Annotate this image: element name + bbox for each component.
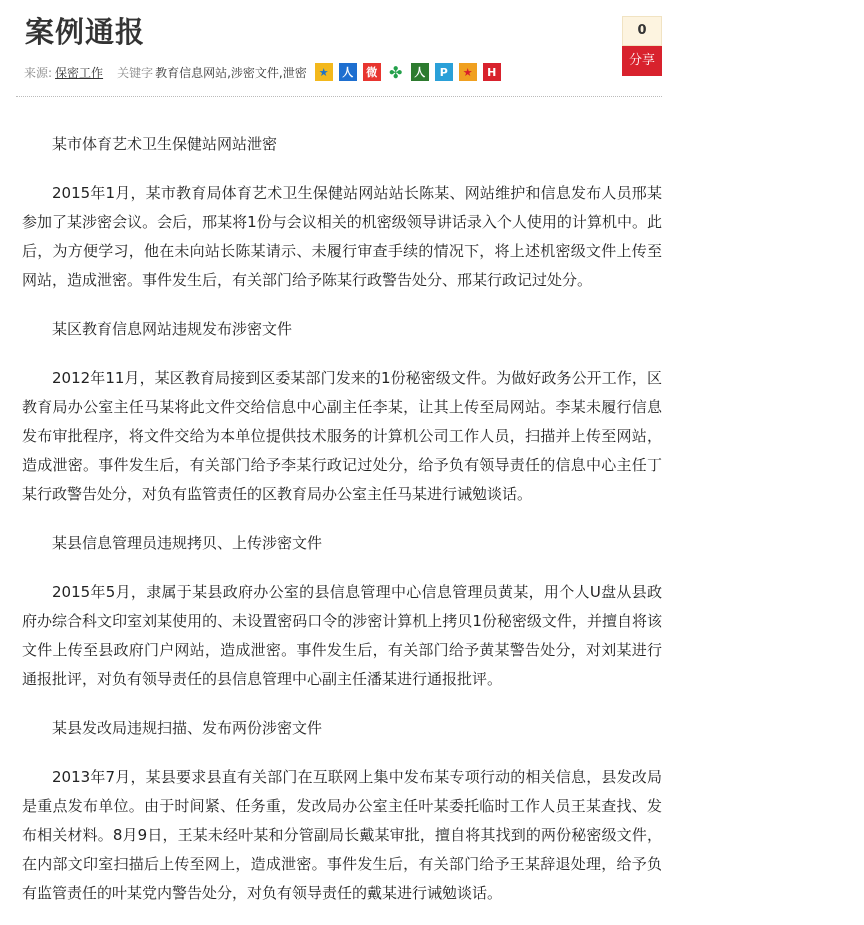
case-paragraph: 2015年1月，某市教育局体育艺术卫生保健站网站站长陈某、网站维护和信息发布人员邢某参加了某涉密会议。会后，邢某将1份与会议相关的机密级领导讲话录入个人使用的计算机中。此后，为方便学习，他在未向站长陈某请示、未履行审查手续的情况下，将上述机密级文件上传至网站，造成泄密。事件发生后，有关部门给予陈某行政警告处分、邢某行政记过处分。 [22, 184, 662, 289]
people-icon[interactable]: 人 [339, 63, 357, 81]
share-count: 0 [622, 16, 662, 46]
case-paragraph: 2013年7月，某县要求县直有关部门在互联网上集中发布某专项行动的相关信息，县发改局是重点发布单位。由于时间紧、任务重，发改局办公室主任叶某委托临时工作人员王某查找、发布相关材料。8月9日，王某未经叶某和分管副局长戴某审批，擅自将其找到的两份秘密级文件，在内部文印室扫描后上传至网上，造成泄密。事件发生后，有关部门给予王某辞退处理，给予负有监管责任的叶某党内警告处分，对负有领导责任的戴某进行诫勉谈话。 [22, 768, 662, 902]
case-heading: 某县信息管理员违规拷贝、上传涉密文件 [52, 534, 323, 552]
case-heading: 某区教育信息网站违规发布涉密文件 [52, 320, 293, 338]
article-body [22, 130, 662, 925]
source-label: 来源: [24, 65, 53, 80]
case-heading: 某市体育艺术卫生保健站网站泄密 [52, 135, 278, 153]
renren-icon[interactable]: 人 [411, 63, 429, 81]
page-title: 案例通报 [25, 15, 146, 49]
case-paragraph: 2015年5月，隶属于某县政府办公室的县信息管理中心信息管理员黄某，用个人U盘从县政府办综合科文印室刘某使用的、未设置密码口令的涉密计算机上拷贝1份秘密级文件，并擅自将该文件上传至县政府门户网站，造成泄密。事件发生后，有关部门给予黄某警告处分，对刘某进行通报批评，对负有领导责任的县信息管理中心副主任潘某进行通报批评。 [22, 583, 662, 688]
share-widget [622, 16, 662, 76]
favorite-icon[interactable]: ★ [459, 63, 477, 81]
article-header [16, 0, 662, 97]
case-paragraph: 2012年11月，某区教育局接到区委某部门发来的1份秘密级文件。为做好政务公开工作，区教育局办公室主任马某将此文件交给信息中心副主任李某，让其上传至局网站。李某未履行信息发布审批程序，将文件交给为本单位提供技术服务的计算机公司工作人员，扫描并上传至网站，造成泄密。事件发生后，有关部门给予李某行政记过处分，给予负有领导责任的信息中心主任丁某行政警告处分，对负有监管责任的区教育局办公室主任马某进行诫勉谈话。 [22, 369, 662, 503]
case-heading: 某县发改局违规扫描、发布两份涉密文件 [52, 719, 323, 737]
feixin-icon[interactable]: H [483, 63, 501, 81]
qzone-icon[interactable]: ★ [315, 63, 333, 81]
clover-icon[interactable]: ✤ [387, 63, 405, 81]
share-button[interactable]: 分享 [622, 46, 662, 76]
keywords-label: 关键字 [117, 65, 154, 80]
qq-icon[interactable]: P [435, 63, 453, 81]
source-link[interactable]: 保密工作 [55, 65, 104, 80]
weibo-icon[interactable]: 微 [363, 63, 381, 81]
article-meta [24, 61, 501, 83]
keywords-value: 教育信息网站,涉密文件,泄密 [155, 65, 307, 80]
share-icons-row [315, 63, 501, 81]
